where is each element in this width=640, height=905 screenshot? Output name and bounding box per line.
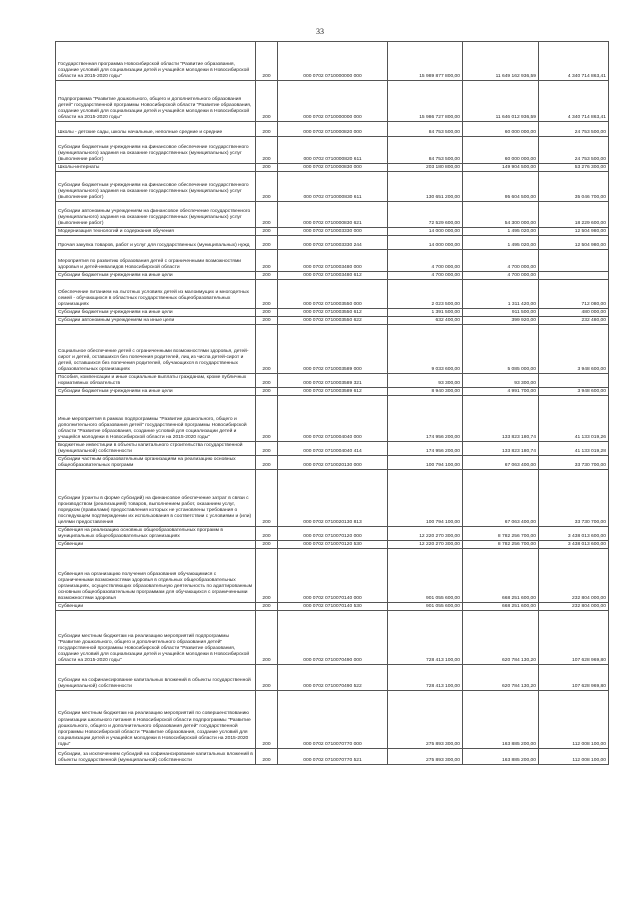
row-remainder-amount: 112 008 100,00 (539, 691, 609, 749)
row-remainder-amount: 107 628 969,80 (539, 611, 609, 665)
row-remainder-amount: 24 753 500,00 (539, 122, 609, 137)
table-row (56, 611, 609, 665)
table-row (56, 164, 609, 172)
row-remainder-amount: 3 948 600,00 (539, 325, 609, 374)
table-row (56, 470, 609, 527)
row-line-code: 200 (256, 611, 278, 665)
table-row (56, 202, 609, 228)
row-remainder-amount: 480 000,00 (539, 309, 609, 317)
row-description: Модернизация технологий и содержания обучения (56, 228, 256, 236)
row-remainder-amount (539, 374, 609, 388)
row-executed-amount: 54 300 000,00 (463, 202, 539, 228)
row-description: Субсидии частным образовательным организациям на реализацию основных общеобразовательных программ (56, 456, 256, 470)
row-description: Социальное обеспечение детей с ограниченными возможностями здоровья, детей-сирот и детей, оставшихся без попечения родителей, лиц из числа детей-сирот и детей, оставшихся без попечения родителей, обучающихся в государственных образовательных организациях (56, 325, 256, 374)
row-description: Субвенция на организацию получения образования обучающимися с ограниченными возможностями здоровья в отдельных общеобразовательных организациях, осуществляющих образовательную деятельность по адаптированным основным общеобразовательным программам для обучающихся с ограниченными возможностями здоровья (56, 549, 256, 603)
row-approved-amount: 14 000 000,00 (388, 236, 463, 250)
row-budget-classification: 000 0702 0710020130 000 (278, 456, 388, 470)
table-row (56, 317, 609, 325)
row-remainder-amount: 3 438 013 600,00 (539, 527, 609, 541)
row-line-code: 200 (256, 228, 278, 236)
row-remainder-amount (539, 250, 609, 272)
row-executed-amount: 1 495 020,00 (463, 228, 539, 236)
row-line-code: 200 (256, 527, 278, 541)
row-executed-amount: 911 500,00 (463, 309, 539, 317)
row-approved-amount: 130 651 200,00 (388, 172, 463, 202)
table-row (56, 122, 609, 137)
row-approved-amount: 1 391 500,00 (388, 309, 463, 317)
table-row (56, 272, 609, 280)
row-description: Субсидии автономным учреждениям на финансовое обеспечение государственного (муниципального) задания на оказание государственных (муниципальных) услуг (выполнение работ) (56, 202, 256, 228)
row-budget-classification: 000 0702 0710070490 522 (278, 665, 388, 691)
table-row (56, 236, 609, 250)
row-budget-classification: 000 0702 0710070770 521 (278, 749, 388, 765)
row-executed-amount: 1 311 420,00 (463, 280, 539, 309)
row-approved-amount: 275 893 300,00 (388, 691, 463, 749)
table-row (56, 309, 609, 317)
row-remainder-amount: 112 008 100,00 (539, 749, 609, 765)
table-row (56, 691, 609, 749)
row-budget-classification: 000 0702 0710000820 000 (278, 122, 388, 137)
row-line-code: 200 (256, 272, 278, 280)
row-executed-amount: 5 085 000,00 (463, 325, 539, 374)
row-description: Субсидии, за исключением субсидий на софинансирование капитальных вложений в объекты государственной (муниципальной) собственности (56, 749, 256, 765)
row-approved-amount: 174 956 200,00 (388, 442, 463, 456)
row-approved-amount: 4 700 000,00 (388, 250, 463, 272)
row-remainder-amount: 33 730 700,00 (539, 470, 609, 527)
row-approved-amount: 901 055 600,00 (388, 603, 463, 611)
row-line-code: 200 (256, 374, 278, 388)
row-description: Иные мероприятия в рамках подпрограммы "Развитие дошкольного, общего и дополнительного образования детей" государственной программы Новосибирской области "Развитие образования, создание условий для социализации детей и учащейся молодежи в Новосибирской области на 2015-2020 годы" (56, 396, 256, 442)
row-remainder-amount: 4 340 714 863,41 (539, 42, 609, 81)
table-row (56, 250, 609, 272)
row-approved-amount: 100 794 100,00 (388, 470, 463, 527)
row-remainder-amount: 41 133 019,28 (539, 442, 609, 456)
row-budget-classification: 000 0702 0710020130 813 (278, 470, 388, 527)
row-executed-amount: 1 495 020,00 (463, 236, 539, 250)
table-row (56, 456, 609, 470)
row-remainder-amount: 35 046 700,00 (539, 172, 609, 202)
row-executed-amount: 4 700 000,00 (463, 272, 539, 280)
row-line-code: 200 (256, 325, 278, 374)
row-budget-classification: 000 0702 0710003330 244 (278, 236, 388, 250)
row-line-code: 200 (256, 549, 278, 603)
row-remainder-amount: 12 504 980,00 (539, 228, 609, 236)
row-description: Субсидии бюджетным учреждениям на финансовое обеспечение государственного (муниципального) задания на оказание государственных (муниципальных) услуг (выполнение работ) (56, 172, 256, 202)
row-description: Прочая закупка товаров, работ и услуг для государственных (муниципальных) нужд (56, 236, 256, 250)
row-remainder-amount: 232 480,00 (539, 317, 609, 325)
row-remainder-amount: 3 948 600,00 (539, 388, 609, 396)
row-line-code: 200 (256, 81, 278, 122)
row-description: Субвенция на реализацию основных общеобразовательных программ в муниципальных общеобразовательных организациях (56, 527, 256, 541)
row-description: Мероприятия по развитию образования детей с ограниченными возможностями здоровья и детей-инвалидов Новосибирской области (56, 250, 256, 272)
row-executed-amount: 149 904 500,00 (463, 164, 539, 172)
row-budget-classification: 000 0702 0710003589 612 (278, 388, 388, 396)
table-row (56, 549, 609, 603)
row-executed-amount: 8 782 256 700,00 (463, 527, 539, 541)
row-remainder-amount: 232 804 000,00 (539, 549, 609, 603)
row-line-code: 200 (256, 42, 278, 81)
row-remainder-amount: 712 080,00 (539, 280, 609, 309)
row-line-code: 200 (256, 164, 278, 172)
row-executed-amount: 95 604 500,00 (463, 172, 539, 202)
row-executed-amount: 399 920,00 (463, 317, 539, 325)
row-line-code: 200 (256, 309, 278, 317)
row-budget-classification: 000 0702 0710003589 321 (278, 374, 388, 388)
row-budget-classification: 000 0702 0710000000 000 (278, 81, 388, 122)
row-line-code: 200 (256, 442, 278, 456)
row-executed-amount: 60 000 000,00 (463, 122, 539, 137)
row-budget-classification: 000 0702 0710003550 622 (278, 317, 388, 325)
row-description: Субсидии бюджетным учреждениям на иные цели (56, 272, 256, 280)
table-row (56, 228, 609, 236)
row-approved-amount: 84 753 500,00 (388, 122, 463, 137)
row-line-code: 200 (256, 317, 278, 325)
row-budget-classification: 000 0702 0710003330 000 (278, 228, 388, 236)
row-line-code: 200 (256, 749, 278, 765)
row-approved-amount: 8 940 300,00 (388, 388, 463, 396)
row-approved-amount: 4 700 000,00 (388, 272, 463, 280)
row-remainder-amount: 232 804 000,00 (539, 603, 609, 611)
row-approved-amount: 15 986 727 800,00 (388, 81, 463, 122)
row-line-code: 200 (256, 122, 278, 137)
row-executed-amount: 67 063 400,00 (463, 456, 539, 470)
row-approved-amount: 15 989 877 800,00 (388, 42, 463, 81)
row-budget-classification: 000 0702 0710070140 000 (278, 549, 388, 603)
row-remainder-amount: 12 504 980,00 (539, 236, 609, 250)
row-executed-amount: 163 885 200,00 (463, 749, 539, 765)
row-description: Обеспечение питанием на льготных условиях детей из малоимущих и многодетных семей - обучающихся в областных государственных общеобразовательных организациях (56, 280, 256, 309)
row-executed-amount: 133 823 180,74 (463, 396, 539, 442)
row-description: Субсидии бюджетным учреждениям на финансовое обеспечение государственного (муниципального) задания на оказание государственных (муниципальных) услуг (выполнение работ) (56, 137, 256, 164)
row-line-code: 200 (256, 603, 278, 611)
row-line-code: 200 (256, 665, 278, 691)
row-executed-amount: 67 063 400,00 (463, 470, 539, 527)
table-row (56, 442, 609, 456)
table-row (56, 280, 609, 309)
row-description: Школы-интернаты (56, 164, 256, 172)
row-executed-amount: 11 649 162 936,59 (463, 42, 539, 81)
row-budget-classification: 000 0702 0710003550 000 (278, 280, 388, 309)
row-description: Субсидии бюджетным учреждениям на иные цели (56, 309, 256, 317)
row-description: Субсидии бюджетным учреждениям на иные цели (56, 388, 256, 396)
budget-table (55, 41, 609, 765)
row-budget-classification: 000 0702 0710000830 611 (278, 172, 388, 202)
row-description: Субсидии на софинансирование капитальных вложений в объекты государственной (муниципальной) собственности (56, 665, 256, 691)
table-row (56, 541, 609, 549)
table-row (56, 81, 609, 122)
row-approved-amount: 14 000 000,00 (388, 228, 463, 236)
row-executed-amount: 620 784 130,20 (463, 665, 539, 691)
budget-table-body (56, 42, 609, 765)
row-remainder-amount: 3 438 013 600,00 (539, 541, 609, 549)
row-executed-amount: 11 646 012 936,59 (463, 81, 539, 122)
row-approved-amount: 275 893 300,00 (388, 749, 463, 765)
table-row (56, 325, 609, 374)
row-executed-amount: 60 000 000,00 (463, 137, 539, 164)
row-line-code: 200 (256, 541, 278, 549)
row-description: Субсидии местным бюджетам на реализацию мероприятий по совершенствованию организации школьного питания в Новосибирской области подпрограммы "Развитие дошкольного, общего и дополнительного образования детей" государственной программы Новосибирской области "Развитие образования, создание условий для социализации детей и учащейся молодежи в Новосибирской области на 2015-2020 годы" (56, 691, 256, 749)
row-description: Подпрограмма "Развитие дошкольного, общего и дополнительного образования детей" государственной программы Новосибирской области "Развитие образования, создание условий для социализации детей и учащейся молодежи в Новосибирской области на 2015-2020 годы" (56, 81, 256, 122)
row-remainder-amount: 24 753 500,00 (539, 137, 609, 164)
row-approved-amount: 203 180 800,00 (388, 164, 463, 172)
row-remainder-amount: 4 340 714 863,41 (539, 81, 609, 122)
row-budget-classification: 000 0702 0710070120 000 (278, 527, 388, 541)
row-executed-amount: 133 823 180,74 (463, 442, 539, 456)
row-budget-classification: 000 0702 0710070120 530 (278, 541, 388, 549)
row-budget-classification: 000 0702 0710004040 414 (278, 442, 388, 456)
table-row (56, 172, 609, 202)
row-description: Субвенции (56, 603, 256, 611)
row-budget-classification: 000 0702 0710004040 000 (278, 396, 388, 442)
row-approved-amount: 84 753 500,00 (388, 137, 463, 164)
row-budget-classification: 000 0702 0710003589 000 (278, 325, 388, 374)
row-budget-classification: 000 0702 0710003550 612 (278, 309, 388, 317)
row-line-code: 200 (256, 388, 278, 396)
page-number: 33 (316, 27, 324, 36)
row-budget-classification: 000 0702 0710000830 621 (278, 202, 388, 228)
table-row (56, 388, 609, 396)
table-row (56, 665, 609, 691)
row-description: Бюджетные инвестиции в объекты капитального строительства государственной (муниципальной) собственности (56, 442, 256, 456)
row-line-code: 200 (256, 250, 278, 272)
table-row (56, 42, 609, 81)
row-executed-amount: 4 991 700,00 (463, 388, 539, 396)
row-line-code: 200 (256, 172, 278, 202)
row-budget-classification: 000 0702 0710070490 000 (278, 611, 388, 665)
row-approved-amount: 100 794 100,00 (388, 456, 463, 470)
row-executed-amount: 668 251 600,00 (463, 603, 539, 611)
row-description: Пособия, компенсации и иные социальные выплаты гражданам, кроме публичных нормативных обязательств (56, 374, 256, 388)
row-budget-classification: 000 0702 0710070140 530 (278, 603, 388, 611)
row-approved-amount: 632 400,00 (388, 317, 463, 325)
table-row (56, 749, 609, 765)
row-line-code: 200 (256, 236, 278, 250)
row-line-code: 200 (256, 280, 278, 309)
row-executed-amount: 620 784 130,20 (463, 611, 539, 665)
row-line-code: 200 (256, 691, 278, 749)
row-description: Государственная программа Новосибирской области "Развитие образования, создание условий для социализации детей и учащейся молодежи в Новосибирской области на 2015-2020 годы" (56, 42, 256, 81)
row-executed-amount: 163 885 200,00 (463, 691, 539, 749)
row-description: Субсидии местным бюджетам на реализацию мероприятий подпрограммы "Развитие дошкольного, общего и дополнительного образования детей" государственной программы Новосибирской области "Развитие образования, создание условий для социализации детей и учащейся молодежи в Новосибирской области на 2015-2020 годы" (56, 611, 256, 665)
row-description: Школы - детские сады, школы начальные, неполные средние и средние (56, 122, 256, 137)
row-remainder-amount: 41 133 019,26 (539, 396, 609, 442)
table-row (56, 137, 609, 164)
row-remainder-amount: 18 229 600,00 (539, 202, 609, 228)
row-line-code: 200 (256, 456, 278, 470)
row-approved-amount: 728 413 100,00 (388, 611, 463, 665)
row-description: Субсидии (гранты в форме субсидий) на финансовое обеспечение затрат в связи с производством (реализацией) товаров, выполнением работ, оказанием услуг, порядком (правилами) предоставления которых не установлены требования о последующем подтверждении их использования в соответствии с условиями и (или) целями предоставления (56, 470, 256, 527)
row-line-code: 200 (256, 202, 278, 228)
row-budget-classification: 000 0702 0710003480 000 (278, 250, 388, 272)
table-row (56, 603, 609, 611)
table-row (56, 374, 609, 388)
table-row (56, 527, 609, 541)
row-executed-amount: 93 300,00 (463, 374, 539, 388)
row-approved-amount: 12 220 270 300,00 (388, 541, 463, 549)
row-approved-amount: 72 529 600,00 (388, 202, 463, 228)
row-remainder-amount (539, 272, 609, 280)
row-line-code: 200 (256, 396, 278, 442)
row-budget-classification: 000 0702 0710003480 612 (278, 272, 388, 280)
row-budget-classification: 000 0702 0710000830 000 (278, 164, 388, 172)
row-approved-amount: 901 055 600,00 (388, 549, 463, 603)
row-description: Субвенции (56, 541, 256, 549)
row-executed-amount: 4 700 000,00 (463, 250, 539, 272)
row-approved-amount: 2 023 500,00 (388, 280, 463, 309)
row-budget-classification: 000 0702 0710000000 000 (278, 42, 388, 81)
row-approved-amount: 12 220 270 300,00 (388, 527, 463, 541)
row-remainder-amount: 53 276 300,00 (539, 164, 609, 172)
table-row (56, 396, 609, 442)
row-approved-amount: 728 413 100,00 (388, 665, 463, 691)
row-approved-amount: 174 956 200,00 (388, 396, 463, 442)
row-line-code: 200 (256, 470, 278, 527)
row-budget-classification: 000 0702 0710000820 611 (278, 137, 388, 164)
row-executed-amount: 8 782 256 700,00 (463, 541, 539, 549)
row-approved-amount: 9 033 600,00 (388, 325, 463, 374)
row-remainder-amount: 33 730 700,00 (539, 456, 609, 470)
row-budget-classification: 000 0702 0710070770 000 (278, 691, 388, 749)
row-remainder-amount: 107 628 969,80 (539, 665, 609, 691)
row-executed-amount: 668 251 600,00 (463, 549, 539, 603)
row-line-code: 200 (256, 137, 278, 164)
row-approved-amount: 93 300,00 (388, 374, 463, 388)
row-description: Субсидии автономным учреждениям на иные цели (56, 317, 256, 325)
